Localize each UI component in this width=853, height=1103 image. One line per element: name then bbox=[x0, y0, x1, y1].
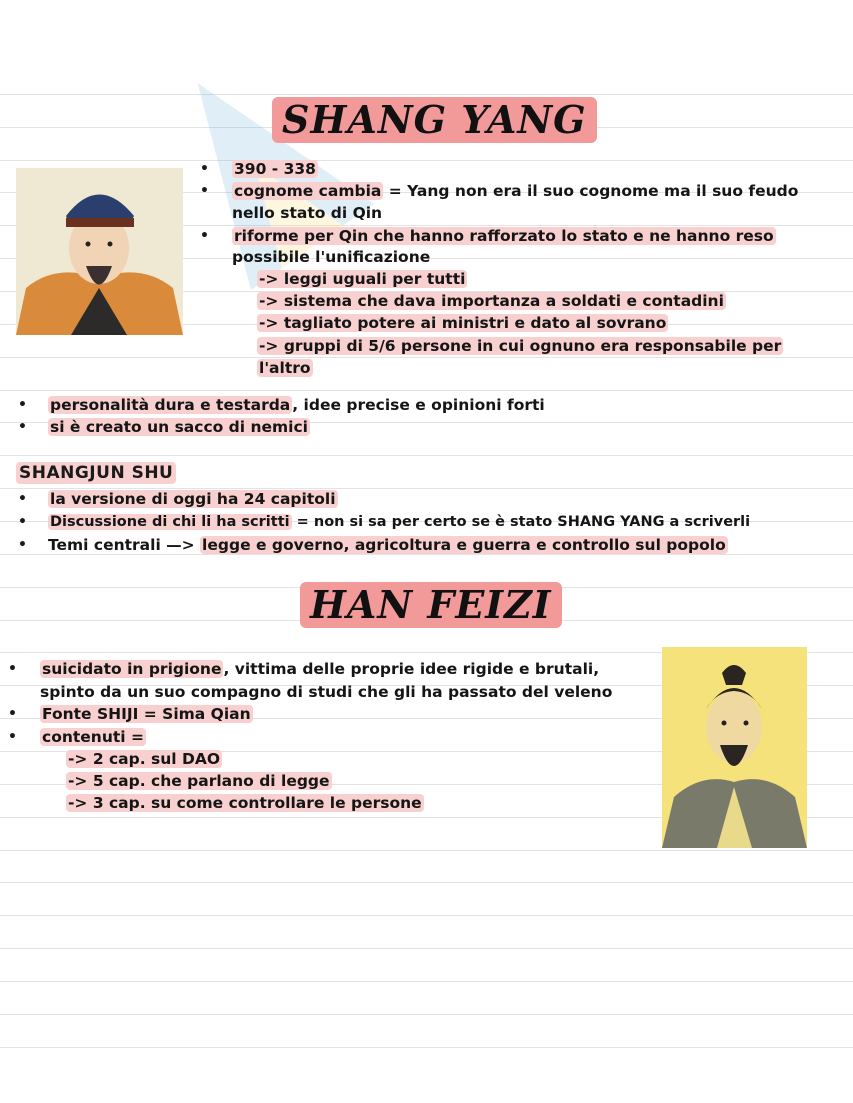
authorship-note bbox=[48, 512, 750, 532]
bullet: • bbox=[18, 419, 27, 435]
highlight: 390 - 338 bbox=[234, 160, 316, 178]
highlight: suicidato in prigione bbox=[42, 660, 222, 678]
text: = Yang non era il suo cognome ma il suo feudo bbox=[383, 182, 799, 200]
chapters-note bbox=[48, 489, 338, 509]
highlight: riforme per Qin che hanno rafforzato lo stato e ne hanno reso bbox=[234, 227, 774, 245]
bullet: • bbox=[8, 729, 17, 745]
bullet: • bbox=[8, 706, 17, 722]
themes-note bbox=[48, 535, 728, 555]
han-feizi-portrait bbox=[662, 647, 807, 848]
bullet: • bbox=[18, 491, 27, 507]
text: , vittima delle proprie idee rigide e brutali, bbox=[223, 660, 600, 678]
reform-item bbox=[257, 313, 668, 333]
reform-item-line2 bbox=[257, 358, 313, 378]
personality-note bbox=[48, 395, 545, 415]
bullet: • bbox=[200, 183, 209, 199]
contents-item bbox=[66, 749, 222, 769]
source-note bbox=[40, 704, 253, 724]
suicide-note-line2: spinto da un suo compagno di studi che gli ha passato del veleno bbox=[40, 683, 613, 701]
highlight: personalità dura e testarda bbox=[50, 396, 291, 414]
highlight: -> 2 cap. sul DAO bbox=[68, 750, 221, 768]
highlight: l'altro bbox=[259, 359, 311, 377]
reform-item bbox=[257, 291, 726, 311]
bullet: • bbox=[18, 514, 27, 530]
page-title-han-feizi: HAN FEIZI bbox=[300, 582, 562, 628]
surname-note bbox=[232, 181, 798, 201]
dates-text bbox=[232, 159, 318, 179]
suicide-note bbox=[40, 659, 599, 679]
surname-note-line2: nello stato di Qin bbox=[232, 204, 383, 222]
bullet: • bbox=[8, 661, 17, 677]
highlight: Fonte SHIJI = Sima Qian bbox=[42, 705, 251, 723]
enemies-note bbox=[48, 417, 310, 437]
reforms-note-line2: possibile l'unificazione bbox=[232, 248, 431, 266]
text: , idee precise e opinioni forti bbox=[292, 396, 545, 414]
highlight: -> tagliato potere ai ministri e dato al sovrano bbox=[259, 314, 667, 332]
contents-item bbox=[66, 771, 332, 791]
highlight: -> leggi uguali per tutti bbox=[259, 270, 466, 288]
shang-yang-portrait bbox=[16, 168, 183, 335]
highlight: -> sistema che dava importanza a soldati e contadini bbox=[259, 292, 724, 310]
highlight: si è creato un sacco di nemici bbox=[50, 418, 308, 436]
text: = non si sa per certo se è stato SHANG YANG a scriverli bbox=[291, 514, 751, 530]
page-title-shang-yang: SHANG YANG bbox=[272, 97, 597, 143]
text: Temi centrali —> bbox=[48, 536, 201, 554]
bullet: • bbox=[200, 228, 209, 244]
reform-item bbox=[257, 269, 467, 289]
highlight: -> gruppi di 5/6 persone in cui ognuno era responsabile per bbox=[259, 337, 782, 355]
section-heading-shangjun-shu: SHANGJUN SHU bbox=[16, 462, 176, 484]
bullet: • bbox=[200, 161, 209, 177]
highlight: Discussione di chi li ha scritti bbox=[50, 514, 290, 530]
reform-item bbox=[257, 336, 783, 356]
highlight: -> 5 cap. che parlano di legge bbox=[68, 772, 330, 790]
bullet: • bbox=[18, 537, 27, 553]
highlight: legge e governo, agricoltura e guerra e controllo sul popolo bbox=[202, 536, 726, 554]
reforms-note bbox=[232, 226, 776, 246]
highlight: -> 3 cap. su come controllare le persone bbox=[68, 794, 422, 812]
highlight: cognome cambia bbox=[234, 182, 382, 200]
bullet: • bbox=[18, 397, 27, 413]
contents-item bbox=[66, 793, 424, 813]
contents-note bbox=[40, 727, 146, 747]
highlight: contenuti = bbox=[42, 728, 144, 746]
highlight: la versione di oggi ha 24 capitoli bbox=[50, 490, 336, 508]
